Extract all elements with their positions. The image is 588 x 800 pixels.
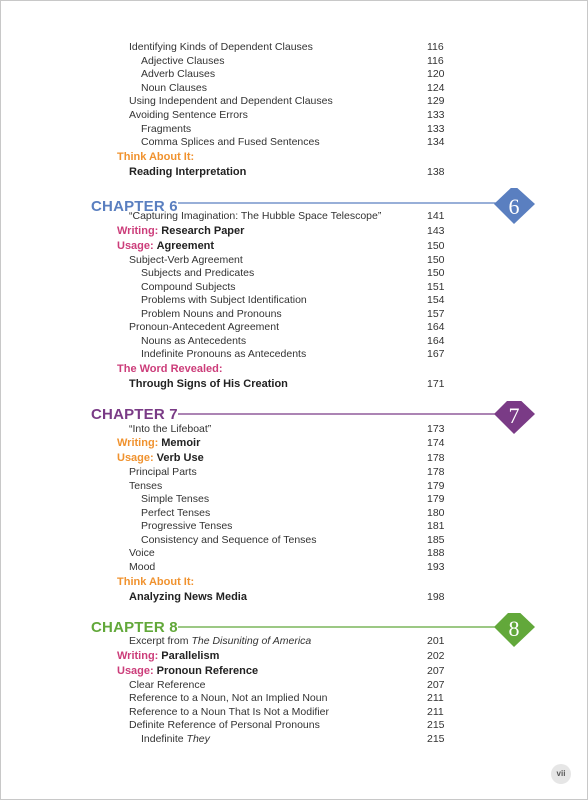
entry-title: Compound Subjects — [141, 281, 236, 293]
entry-title: Mood — [129, 561, 156, 573]
entry-page: 201 — [427, 635, 445, 647]
entry-page: 188 — [427, 547, 445, 559]
entry-page: 215 — [427, 733, 445, 745]
entry-page: 193 — [427, 561, 445, 573]
entry-title: Adjective Clauses — [141, 55, 225, 67]
entry-page: 133 — [427, 109, 445, 121]
entry-title: Reading Interpretation — [129, 166, 247, 178]
section-label-think-about-it — [0, 150, 588, 164]
toc-entry[interactable] — [0, 293, 588, 307]
entry-page: 143 — [427, 225, 445, 237]
entry-page: 180 — [427, 507, 445, 519]
entry-page: 116 — [427, 55, 444, 67]
entry-title: Tenses — [129, 480, 163, 492]
toc-entry[interactable] — [0, 533, 588, 547]
entry-page: 157 — [427, 308, 445, 320]
entry-page: 124 — [427, 82, 445, 94]
entry-page: 116 — [427, 41, 444, 53]
label-usage: Usage: — [117, 240, 154, 252]
entry-page: 198 — [427, 591, 445, 603]
entry-title: Clear Reference — [129, 679, 206, 691]
entry-title: Avoiding Sentence Errors — [129, 109, 248, 121]
label-writing: Writing: — [117, 437, 159, 449]
toc-entry[interactable] — [0, 266, 588, 280]
toc-entry[interactable] — [0, 560, 588, 574]
entry-title: Subject-Verb Agreement — [129, 254, 243, 266]
label: Think About It: — [117, 576, 195, 588]
toc-entry[interactable] — [0, 54, 588, 68]
entry-title: Indefinite Pronouns as Antecedents — [141, 348, 307, 360]
entry-page: 181 — [427, 520, 445, 532]
entry-title: Simple Tenses — [141, 493, 210, 505]
entry-page: 185 — [427, 534, 445, 546]
toc-entry[interactable] — [0, 436, 588, 450]
entry-page: 215 — [427, 719, 445, 731]
entry-page: 178 — [427, 452, 445, 464]
toc-entry[interactable] — [0, 224, 588, 238]
entry-title: Noun Clauses — [141, 82, 207, 94]
toc-entry[interactable] — [0, 678, 588, 692]
chapter-title: CHAPTER 8 — [91, 619, 178, 636]
entry-page: 138 — [427, 166, 445, 178]
entry-title: Comma Splices and Fused Sentences — [141, 136, 320, 148]
entry-page: 164 — [427, 321, 445, 333]
toc-entry[interactable] — [0, 590, 588, 604]
entry-title: Reference to a Noun That Is Not a Modifier — [129, 706, 329, 718]
entry-title: Principal Parts — [129, 466, 197, 478]
toc-entry[interactable] — [0, 377, 588, 391]
toc-entry[interactable] — [0, 239, 588, 253]
toc-entry[interactable] — [0, 81, 588, 95]
toc-entry[interactable] — [0, 334, 588, 348]
entry-page: 150 — [427, 240, 445, 252]
chapter-8-number: 8 — [508, 616, 520, 641]
entry-title: Nouns as Antecedents — [141, 335, 247, 347]
toc-entry[interactable] — [0, 135, 588, 149]
entry-page: 174 — [427, 437, 445, 449]
entry-title: The Disuniting of America — [191, 635, 312, 647]
entry-title: “Capturing Imagination: The Hubble Space Telescope” — [129, 210, 382, 222]
toc-entry[interactable] — [0, 451, 588, 465]
label-writing: Writing: — [117, 650, 159, 662]
entry-page: 178 — [427, 466, 445, 478]
toc-entry[interactable] — [0, 465, 588, 479]
entry-title: Through Signs of His Creation — [129, 378, 288, 390]
entry-title: Analyzing News Media — [129, 591, 247, 603]
toc-entry[interactable] — [0, 479, 588, 493]
entry-page: 207 — [427, 679, 445, 691]
entry-page: 207 — [427, 665, 445, 677]
toc-entry[interactable] — [0, 691, 588, 705]
entry-page: 173 — [427, 423, 445, 435]
entry-title: Subjects and Predicates — [141, 267, 255, 279]
entry-page: 120 — [427, 68, 445, 80]
chapter-7-number: 7 — [508, 403, 520, 428]
entry-title: Memoir — [161, 437, 201, 449]
toc-entry[interactable] — [0, 94, 588, 108]
entry-page: 150 — [427, 254, 445, 266]
entry-title: Voice — [129, 547, 155, 559]
entry-page: 179 — [427, 493, 445, 505]
page-number: vii — [551, 764, 571, 784]
section-label-think-about-it — [0, 575, 588, 589]
entry-page: 179 — [427, 480, 445, 492]
toc-entry[interactable] — [0, 253, 588, 267]
entry-page: 171 — [427, 378, 445, 390]
entry-title: Progressive Tenses — [141, 520, 233, 532]
entry-page: 134 — [427, 136, 445, 148]
entry-title-italic: They — [186, 733, 210, 745]
label-usage: Usage: — [117, 665, 154, 677]
chapter-6-number: 6 — [508, 194, 520, 219]
entry-title: Fragments — [141, 123, 192, 135]
entry-page: 211 — [427, 692, 444, 704]
toc-entry[interactable] — [0, 209, 588, 223]
entry-page: 211 — [427, 706, 444, 718]
entry-page: 202 — [427, 650, 445, 662]
toc-entry[interactable] — [0, 307, 588, 321]
entry-page: 164 — [427, 335, 445, 347]
entry-title: Problem Nouns and Pronouns — [141, 308, 282, 320]
section-label-word-revealed — [0, 362, 588, 376]
entry-title: Reference to a Noun, Not an Implied Noun — [129, 692, 328, 704]
entry-page: 151 — [427, 281, 445, 293]
entry-title: Identifying Kinds of Dependent Clauses — [129, 41, 313, 53]
toc-entry[interactable] — [0, 705, 588, 719]
entry-title: Pronoun Reference — [156, 665, 259, 677]
toc-entry[interactable] — [0, 519, 588, 533]
toc-entry[interactable] — [0, 122, 588, 136]
label: Think About It: — [117, 151, 195, 163]
toc-entry[interactable] — [0, 634, 588, 648]
entry-title: Definite Reference of Personal Pronouns — [129, 719, 320, 731]
toc-entry[interactable] — [0, 40, 588, 54]
entry-page: 133 — [427, 123, 445, 135]
toc-entry[interactable] — [0, 649, 588, 663]
entry-title: Consistency and Sequence of Tenses — [141, 534, 317, 546]
toc-entry[interactable] — [0, 492, 588, 506]
entry-title: Adverb Clauses — [141, 68, 216, 80]
toc-entry[interactable] — [0, 165, 588, 179]
toc-entry[interactable] — [0, 280, 588, 294]
entry-title: Verb Use — [156, 452, 204, 464]
entry-page: 167 — [427, 348, 445, 360]
entry-title: Parallelism — [161, 650, 220, 662]
entry-title: Indefinite — [141, 733, 187, 745]
entry-page: 154 — [427, 294, 445, 306]
toc-entry[interactable] — [0, 718, 588, 732]
entry-page: 129 — [427, 95, 445, 107]
entry-page: 141 — [427, 210, 445, 222]
label-writing: Writing: — [117, 225, 159, 237]
entry-title: Pronoun-Antecedent Agreement — [129, 321, 280, 333]
toc-entry[interactable] — [0, 320, 588, 334]
toc-entry[interactable] — [0, 108, 588, 122]
toc-entry[interactable] — [0, 506, 588, 520]
label: The Word Revealed: — [117, 363, 223, 375]
entry-title: Research Paper — [161, 225, 245, 237]
entry-title: “Into the Lifeboat” — [129, 423, 212, 435]
entry-page: 150 — [427, 267, 445, 279]
chapter-title: CHAPTER 6 — [91, 198, 178, 215]
toc-entry[interactable] — [0, 67, 588, 81]
toc-entry[interactable] — [0, 732, 588, 746]
entry-title: Agreement — [156, 240, 215, 252]
entry-title: Perfect Tenses — [141, 507, 211, 519]
toc-entry[interactable] — [0, 422, 588, 436]
toc-entry[interactable] — [0, 347, 588, 361]
label-usage: Usage: — [117, 452, 154, 464]
toc-entry[interactable] — [0, 546, 588, 560]
entry-prefix: Excerpt from — [129, 635, 192, 647]
toc-entry[interactable] — [0, 664, 588, 678]
entry-title: Using Independent and Dependent Clauses — [129, 95, 333, 107]
chapter-title: CHAPTER 7 — [91, 406, 178, 423]
entry-title: Problems with Subject Identification — [141, 294, 307, 306]
